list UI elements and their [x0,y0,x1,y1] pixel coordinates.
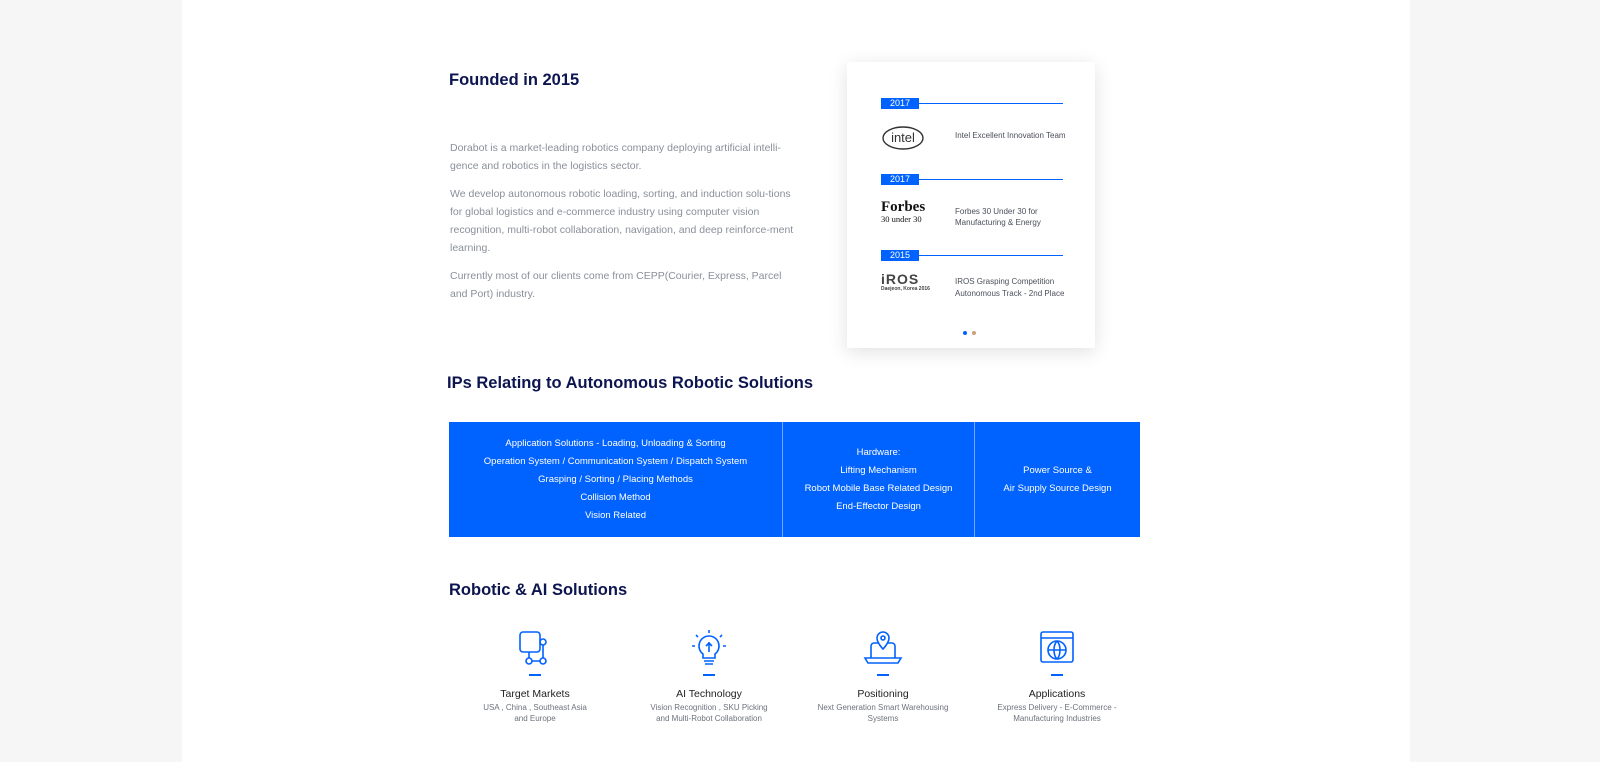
intel-logo-text: intel [891,130,915,145]
solution-title: Target Markets [500,688,570,700]
award-year-badge: 2017 [881,98,919,109]
award-divider [919,255,1063,256]
solution-ai-technology [621,628,797,724]
solution-description: Vision Recognition , SKU Picking and Multi-Robot Collaboration [650,703,768,723]
founded-title: Founded in 2015 [449,71,580,89]
solutions-section-title: Robotic & AI Solutions [449,581,628,599]
ip-item: Operation System / Communication System / Dispatch System [483,455,748,467]
forbes-logo-sub: 30 under 30 [881,214,922,224]
ip-item: Hardware: [856,446,901,458]
ip-item: Vision Related [584,509,647,521]
solution-description: USA , China , Southeast Asia and Europe [483,703,587,723]
solution-title: AI Technology [676,688,742,700]
lightbulb-icon [689,628,729,668]
ip-item: End-Effector Design [836,500,921,512]
solution-target-markets [447,628,623,724]
award-text: Forbes 30 Under 30 for Manufacturing & Energy [955,207,1041,227]
laptop-location-icon [863,628,903,668]
solution-title: Applications [1028,688,1086,700]
solution-divider [529,674,541,676]
ip-item: Collision Method [580,491,651,503]
forbes-logo-text: Forbes [881,199,926,215]
solution-divider [703,674,715,676]
solution-divider [877,674,889,676]
ip-column-power [975,422,1140,537]
award-divider [919,103,1063,104]
award-year-badge: 2015 [881,250,919,261]
ip-item: Grasping / Sorting / Placing Methods [538,473,693,485]
ip-item: Lifting Mechanism [840,464,917,476]
award-year-badge: 2017 [881,174,919,185]
solution-divider [1051,674,1063,676]
solution-positioning [795,628,971,724]
globe-window-icon [1037,628,1077,668]
intel-logo-icon [881,124,925,152]
ip-item: Air Supply Source Design [1003,482,1112,494]
ip-section-title: IPs Relating to Autonomous Robotic Solutions [447,374,814,392]
award-text: Intel Excellent Innovation Team [955,131,1066,140]
iros-logo-icon [881,272,937,298]
iros-logo-text: iROS [881,271,920,287]
founded-description [450,139,795,313]
awards-card [847,62,1095,348]
carousel-dot-active[interactable] [963,331,967,335]
iros-logo-sub: Daejeon, Korea 2016 [881,286,930,292]
ip-column-software [449,422,783,537]
ip-item: Application Solutions - Loading, Unloading & Sorting [505,437,726,449]
ip-item: Power Source & [1023,464,1092,476]
award-divider [919,179,1063,180]
solution-description: Express Delivery - E-Commerce - Manufacturing Industries [997,703,1117,723]
solution-description: Next Generation Smart Warehousing Systems [817,703,949,723]
ip-table [449,422,1140,537]
founded-paragraph-2: We develop autonomous robotic loading, sorting, and induction solu-tions for global logistics and e-commerce industry using computer vision recognition, multi-robot collaboration, navigation, and deep reinforce-ment learning. [450,188,794,254]
forbes-logo-icon [881,200,937,226]
ip-item: Robot Mobile Base Related Design [804,482,953,494]
network-icon [515,628,555,668]
founded-paragraph-1: Dorabot is a market-leading robotics company deploying artificial intelli-gence and robotics in the logistics sector. [450,142,781,172]
solution-applications [969,628,1145,724]
solution-title: Positioning [857,688,909,700]
carousel-dot[interactable] [972,331,976,335]
founded-paragraph-3: Currently most of our clients come from CEPP(Courier, Express, Parcel and Port) industry. [450,270,782,300]
award-text: IROS Grasping Competition Autonomous Track - 2nd Place [955,277,1065,298]
ip-column-hardware [783,422,975,537]
